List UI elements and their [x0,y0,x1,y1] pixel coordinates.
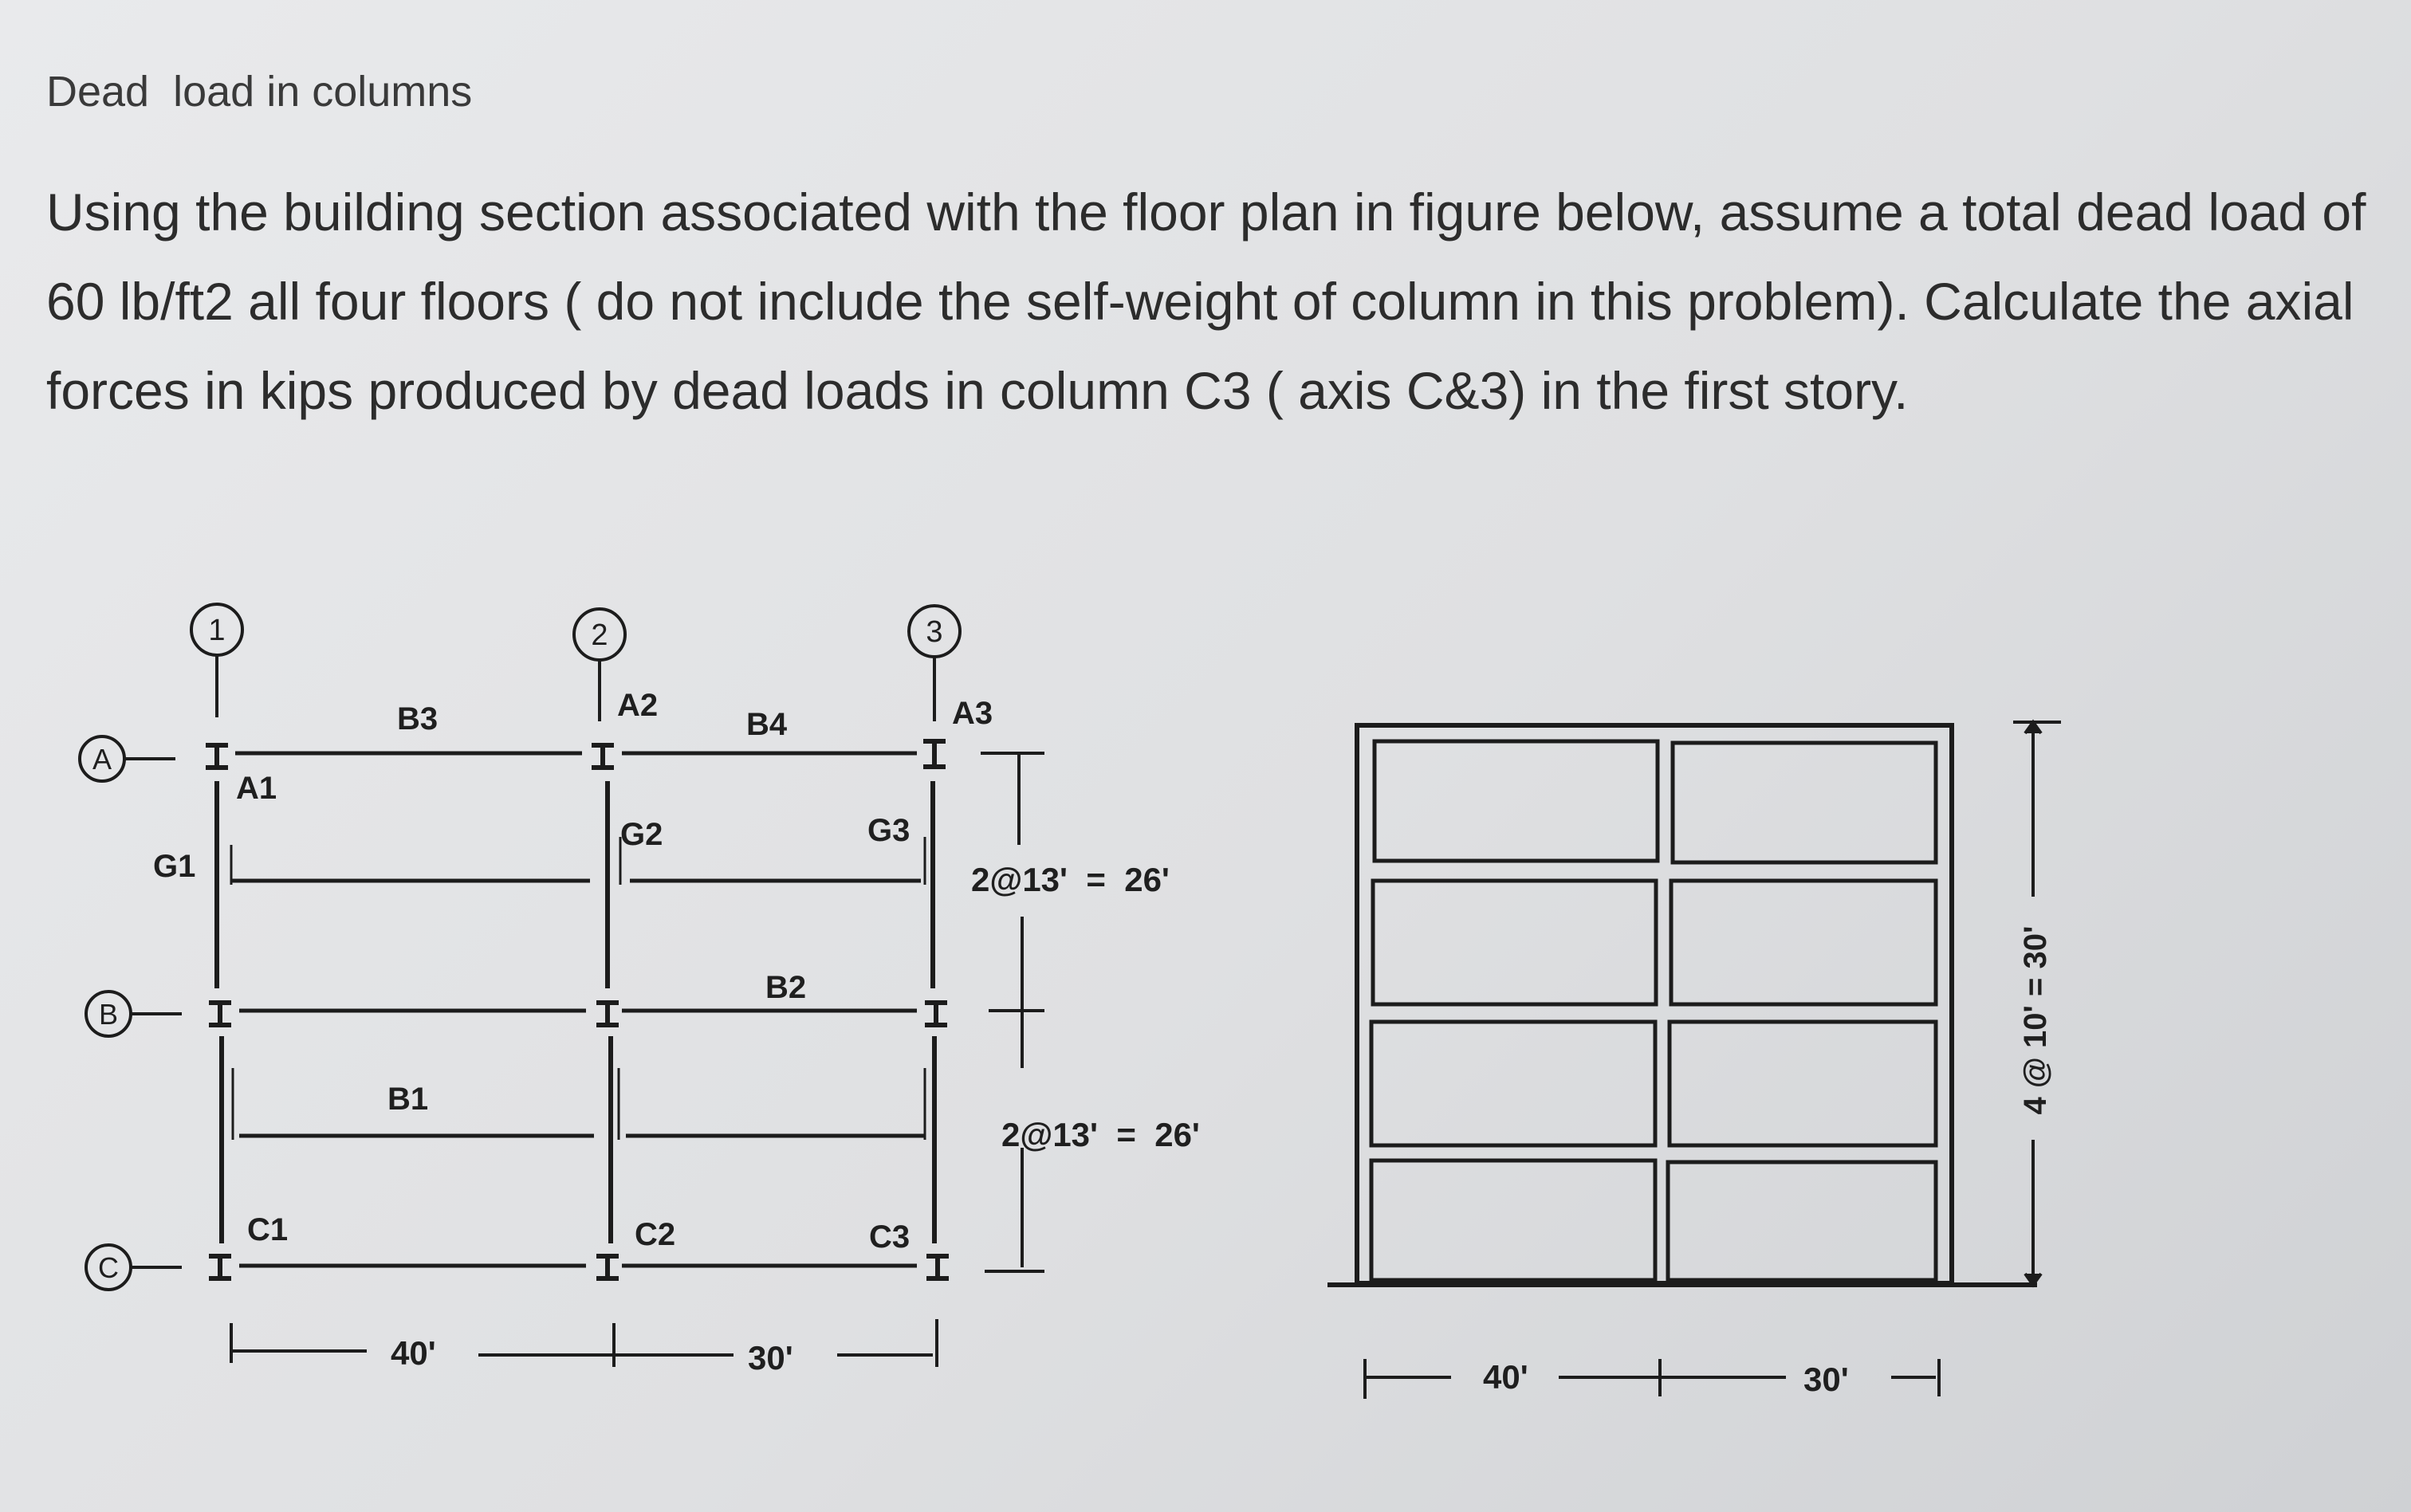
problem-statement: Using the building section associated with the floor plan in figure below, assume a total dead load of 60 lb/ft2 all four floors ( do not include the self-weight of column in this problem). Calculate the axial forces in kips produced by dead loads in column C3 ( axis C&3) in the first story. [46,183,2366,420]
girder-label-G2: G2 [620,817,663,852]
plan-beams [231,753,925,1266]
plan-dim-30: 30' [748,1339,793,1377]
grid-label-C: C [98,1251,119,1284]
column-label-A1: A1 [236,771,277,806]
grid-bubbles-columns [191,604,960,721]
plan-bottom-dimension [231,1319,937,1367]
column-label-C1: C1 [247,1212,289,1247]
grid-label-2: 2 [591,619,608,652]
grid-label-1: 1 [208,614,226,647]
beam-label-B4: B4 [746,707,788,742]
beam-label-B3: B3 [397,701,439,736]
plan-dim-top: 2@13' = 26' [971,861,1170,898]
page-heading: Dead load in columns [46,68,473,116]
column-label-A2: A2 [617,688,659,723]
section-dim-30: 30' [1803,1361,1849,1398]
grid-label-B: B [98,998,119,1031]
section-height-dim: 4 @ 10' = 30' [2018,925,2053,1115]
girder-label-G3: G3 [867,813,911,848]
column-label-C2: C2 [635,1217,676,1252]
grid-bubbles-rows [80,736,182,1290]
grid-label-3: 3 [926,615,943,649]
section-frame [1327,722,2061,1399]
grid-label-A: A [92,743,112,776]
girder-label-G1: G1 [153,849,196,884]
beam-label-B2: B2 [765,970,807,1005]
beam-label-B1: B1 [387,1082,429,1117]
section-dim-40: 40' [1483,1358,1528,1396]
plan-dim-40: 40' [391,1334,436,1372]
column-label-A3: A3 [952,696,993,731]
plan-vertical-dimension [981,753,1044,1271]
column-label-C3: C3 [869,1219,911,1255]
plan-dim-bottom: 2@13' = 26' [1001,1116,1200,1153]
